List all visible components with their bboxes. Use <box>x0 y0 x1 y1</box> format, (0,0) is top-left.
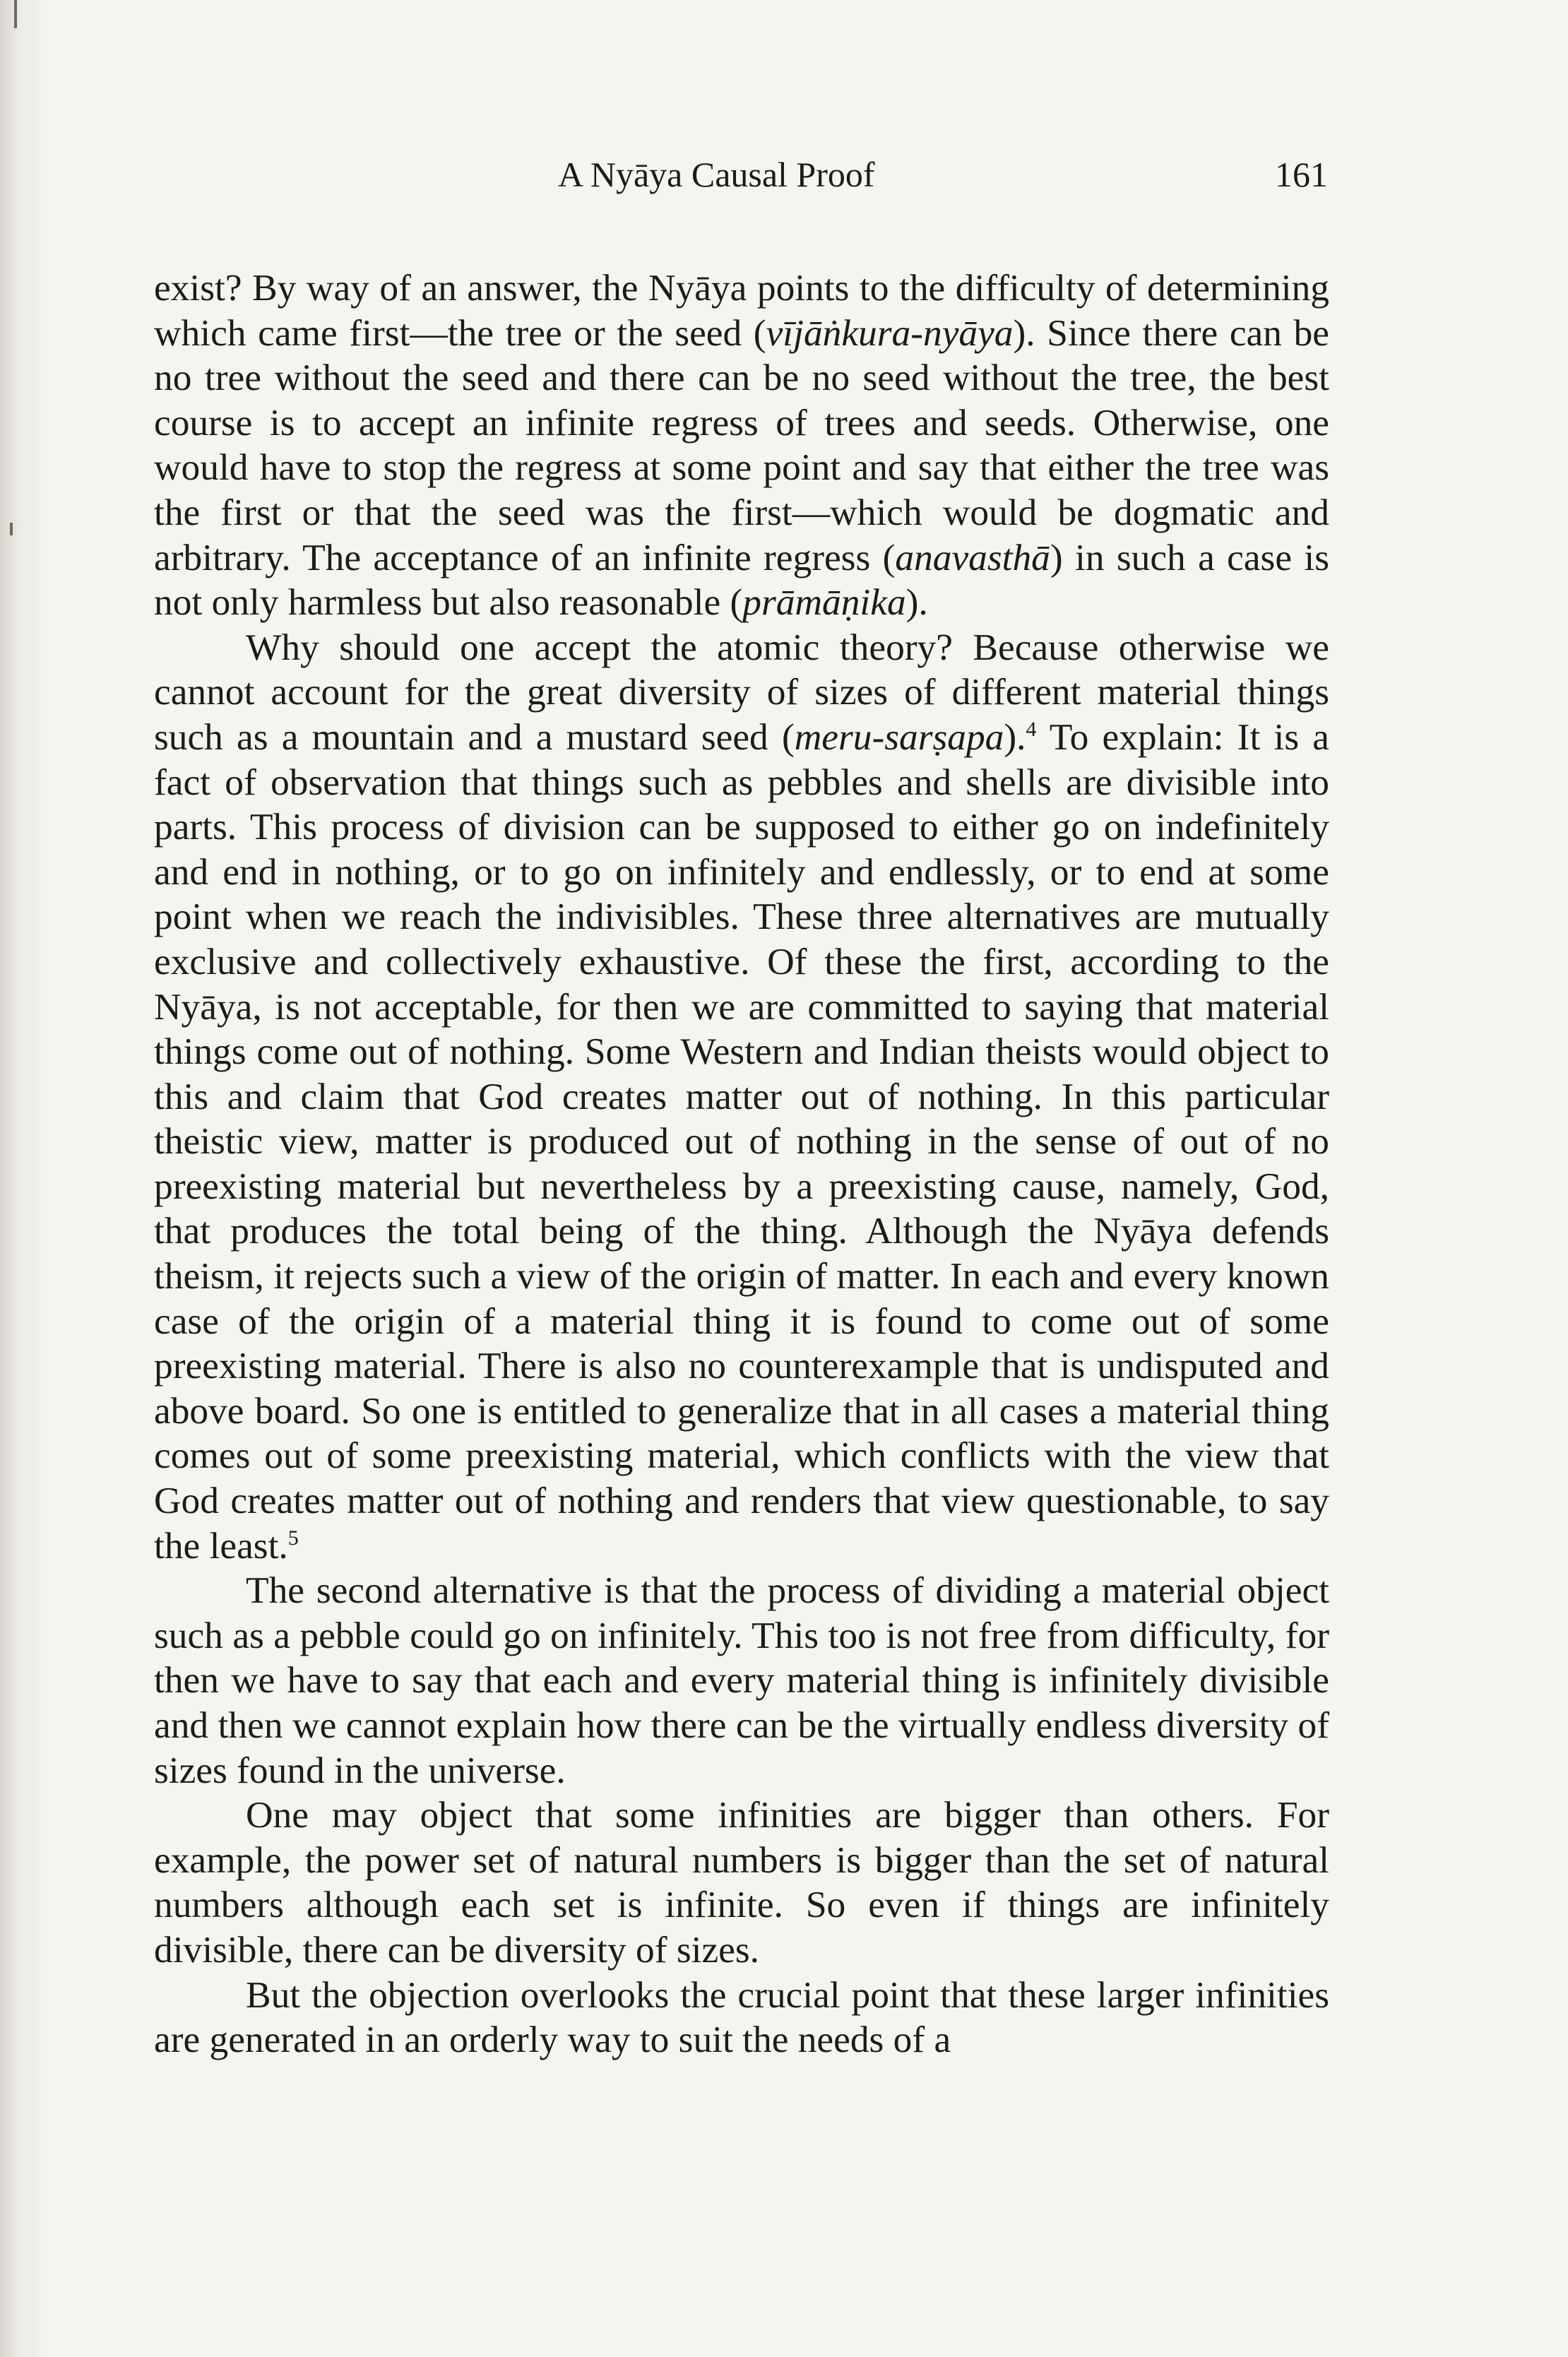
page-number: 161 <box>1275 155 1328 194</box>
text-segment: ) in such a case is not only harmless but also reasonable ( <box>154 535 1329 624</box>
page-header <box>148 154 1328 203</box>
body-text <box>154 266 1329 2062</box>
italic-term: vījāṅkura-nyāya <box>766 311 1014 354</box>
text-segment: But the objection overlooks the crucial point that these larger infinities are generated in an orderly way to suit the needs of a <box>154 1973 1329 2061</box>
text-segment: One may object that some infinities are bigger than others. For example, the power set of natural numbers is bigger than the set of natural numbers although each set is infinite. So even if things are infinitely divisible, there can be diversity of sizes. <box>154 1793 1329 1971</box>
italic-term: prāmāṇika <box>742 581 906 624</box>
text-segment: Why should one accept the atomic theory? Because otherwise we cannot account for the great diversity of sizes of different material things such as a mountain and a mustard seed ( <box>154 625 1329 758</box>
paragraph <box>154 1973 1329 2062</box>
text-segment: ). <box>905 581 928 624</box>
paragraph <box>154 625 1329 1568</box>
paragraph <box>154 266 1329 625</box>
text-segment: ). Since there can be no tree without the seed and there can be no seed without the tree, the best course is to accept an infinite regress of trees and seeds. Otherwise, one would have to stop the regress at some point and say that either the tree was the first or that the seed was the first—which would be dogmatic and arbitrary. The acceptance of an infinite regress ( <box>154 311 1329 578</box>
scan-mark <box>10 523 13 535</box>
footnote-marker: 4 <box>1026 718 1037 742</box>
text-segment: ). <box>1004 715 1026 758</box>
text-segment: exist? By way of an answer, the Nyāya points to the difficulty of determining which came first—the tree or the seed ( <box>154 266 1329 354</box>
scan-mark <box>14 0 17 28</box>
scan-edge-shadow <box>0 0 49 2357</box>
running-title: A Nyāya Causal Proof <box>558 155 875 194</box>
italic-term: anavasthā <box>895 535 1050 578</box>
paragraph <box>154 1568 1329 1793</box>
text-segment: The second alternative is that the process of dividing a material object such as a pebble could go on infinitely. This too is not free from difficulty, for then we have to say that each and every material thing is infinitely divisible and then we cannot explain how there can be the virtually endless diversity of sizes found in the universe. <box>154 1569 1329 1791</box>
footnote-marker: 5 <box>287 1526 299 1550</box>
paragraph <box>154 1793 1329 1972</box>
italic-term: meru-sarṣapa <box>794 715 1004 758</box>
text-segment: To explain: It is a fact of observation that things such as pebbles and shells are divisible into parts. This process of division can be supposed to either go on indefinitely and end in nothing, or to go on infinitely and endlessly, or to end at some point when we reach the indivisibles. These three alternatives are mutually exclusive and collectively exhaustive. Of these the first, according to the Nyāya, is not acceptable, for then we are committed to saying that material things come out of nothing. Some Western and Indian theists would object to this and claim that God creates matter out of nothing. In this particular theistic view, matter is produced out of nothing in the sense of out of no preexisting material but nevertheless by a preexisting cause, namely, God, that produces the total being of the thing. Although the Nyāya defends theism, it rejects such a view of the origin of matter. In each and every known case of the origin of a material thing it is found to come out of some preexisting material. There is also no counterexample that is undisputed and above board. So one is entitled to generalize that in all cases a material thing comes out of some preexisting material, which conflicts with the view that God creates matter out of nothing and renders that view questionable, to say the least. <box>154 715 1329 1567</box>
